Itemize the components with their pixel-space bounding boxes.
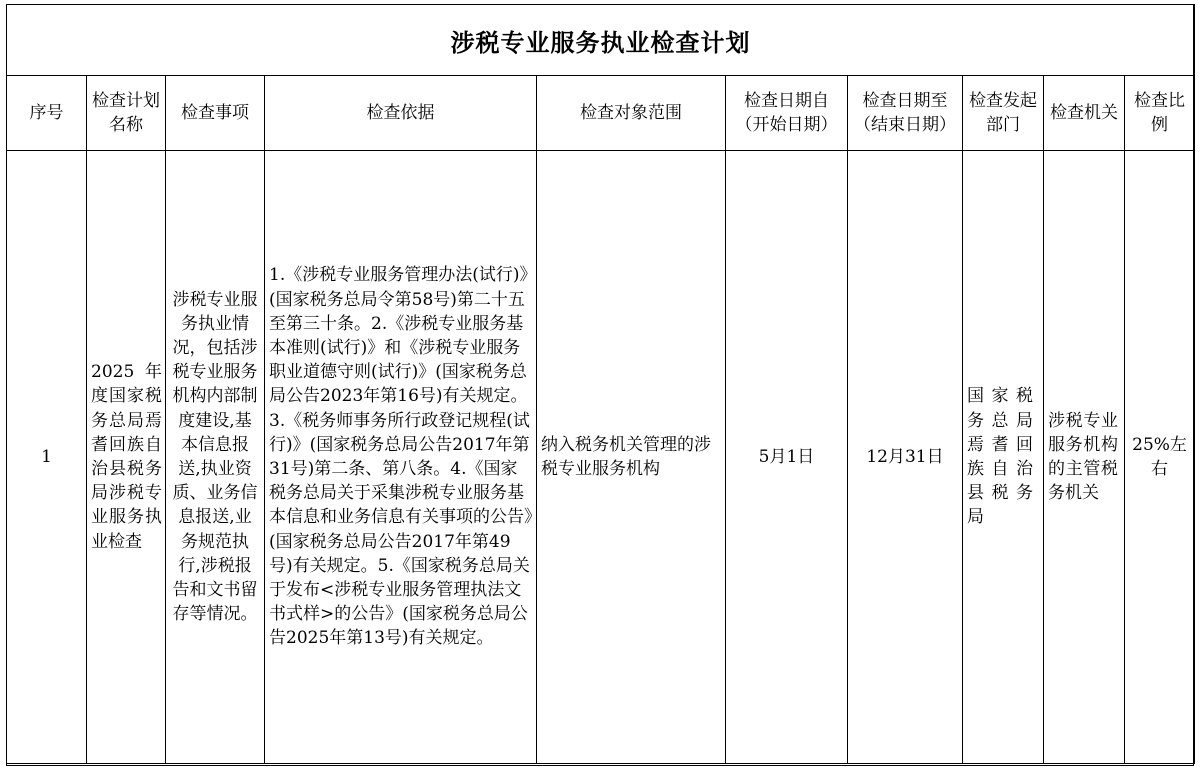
inspection-plan-table (6, 4, 1195, 764)
cell-scope: 纳入税务机关管理的涉税专业服务机构 (537, 151, 726, 764)
header-ratio: 检查比例 (1125, 76, 1195, 151)
cell-start-date: 5月1日 (726, 151, 848, 764)
cell-end-date: 12月31日 (848, 151, 963, 764)
cell-ratio: 25%左右 (1125, 151, 1195, 764)
header-seq: 序号 (7, 76, 87, 151)
header-org: 检查机关 (1044, 76, 1125, 151)
cell-plan-name: 2025年度国家税务总局焉耆回族自治县税务局涉税专业服务执业检查 (87, 151, 166, 764)
cell-basis: 1.《涉税专业服务管理办法(试行)》(国家税务总局令第58号)第二十五至第三十条。2.《涉税专业服务基本准则(试行)》和《涉税专业服务职业道德守则(试行)》(国家税务总局公告2023年第16号)有关规定。3.《税务师事务所行政登记规程(试行)》(国家税务总局公告2017年第31号)第二条、第八条。4.《国家税务总局关于采集涉税专业服务基本信息和业务信息有关事项的公告》(国家税务总局公告2017年第49号)有关规定。5.《国家税务总局关于发布<涉税专业服务管理执法文书式样>的公告》(国家税务总局公告2025年第13号)有关规定。 (265, 151, 537, 764)
header-item: 检查事项 (166, 76, 265, 151)
inspection-plan-sheet (6, 4, 1194, 766)
cell-seq: 1 (7, 151, 87, 764)
header-basis: 检查依据 (265, 76, 537, 151)
header-scope: 检查对象范围 (537, 76, 726, 151)
header-end-date: 检查日期至（结束日期） (848, 76, 963, 151)
cell-dept: 国家税务总局焉耆回族自治县税务局 (963, 151, 1044, 764)
header-plan-name: 检查计划名称 (87, 76, 166, 151)
cell-item: 涉税专业服务执业情况，包括涉税专业服务机构内部制度建设,基本信息报送,执业资质、业务信息报送,业务规范执行,涉税报告和文书留存等情况。 (166, 151, 265, 764)
table-row (7, 151, 1195, 764)
header-dept: 检查发起部门 (963, 76, 1044, 151)
table-header-row (7, 76, 1195, 151)
header-start-date: 检查日期自（开始日期） (726, 76, 848, 151)
page-title: 涉税专业服务执业检查计划 (7, 5, 1195, 76)
cell-org: 涉税专业服务机构的主管税务机关 (1044, 151, 1125, 764)
